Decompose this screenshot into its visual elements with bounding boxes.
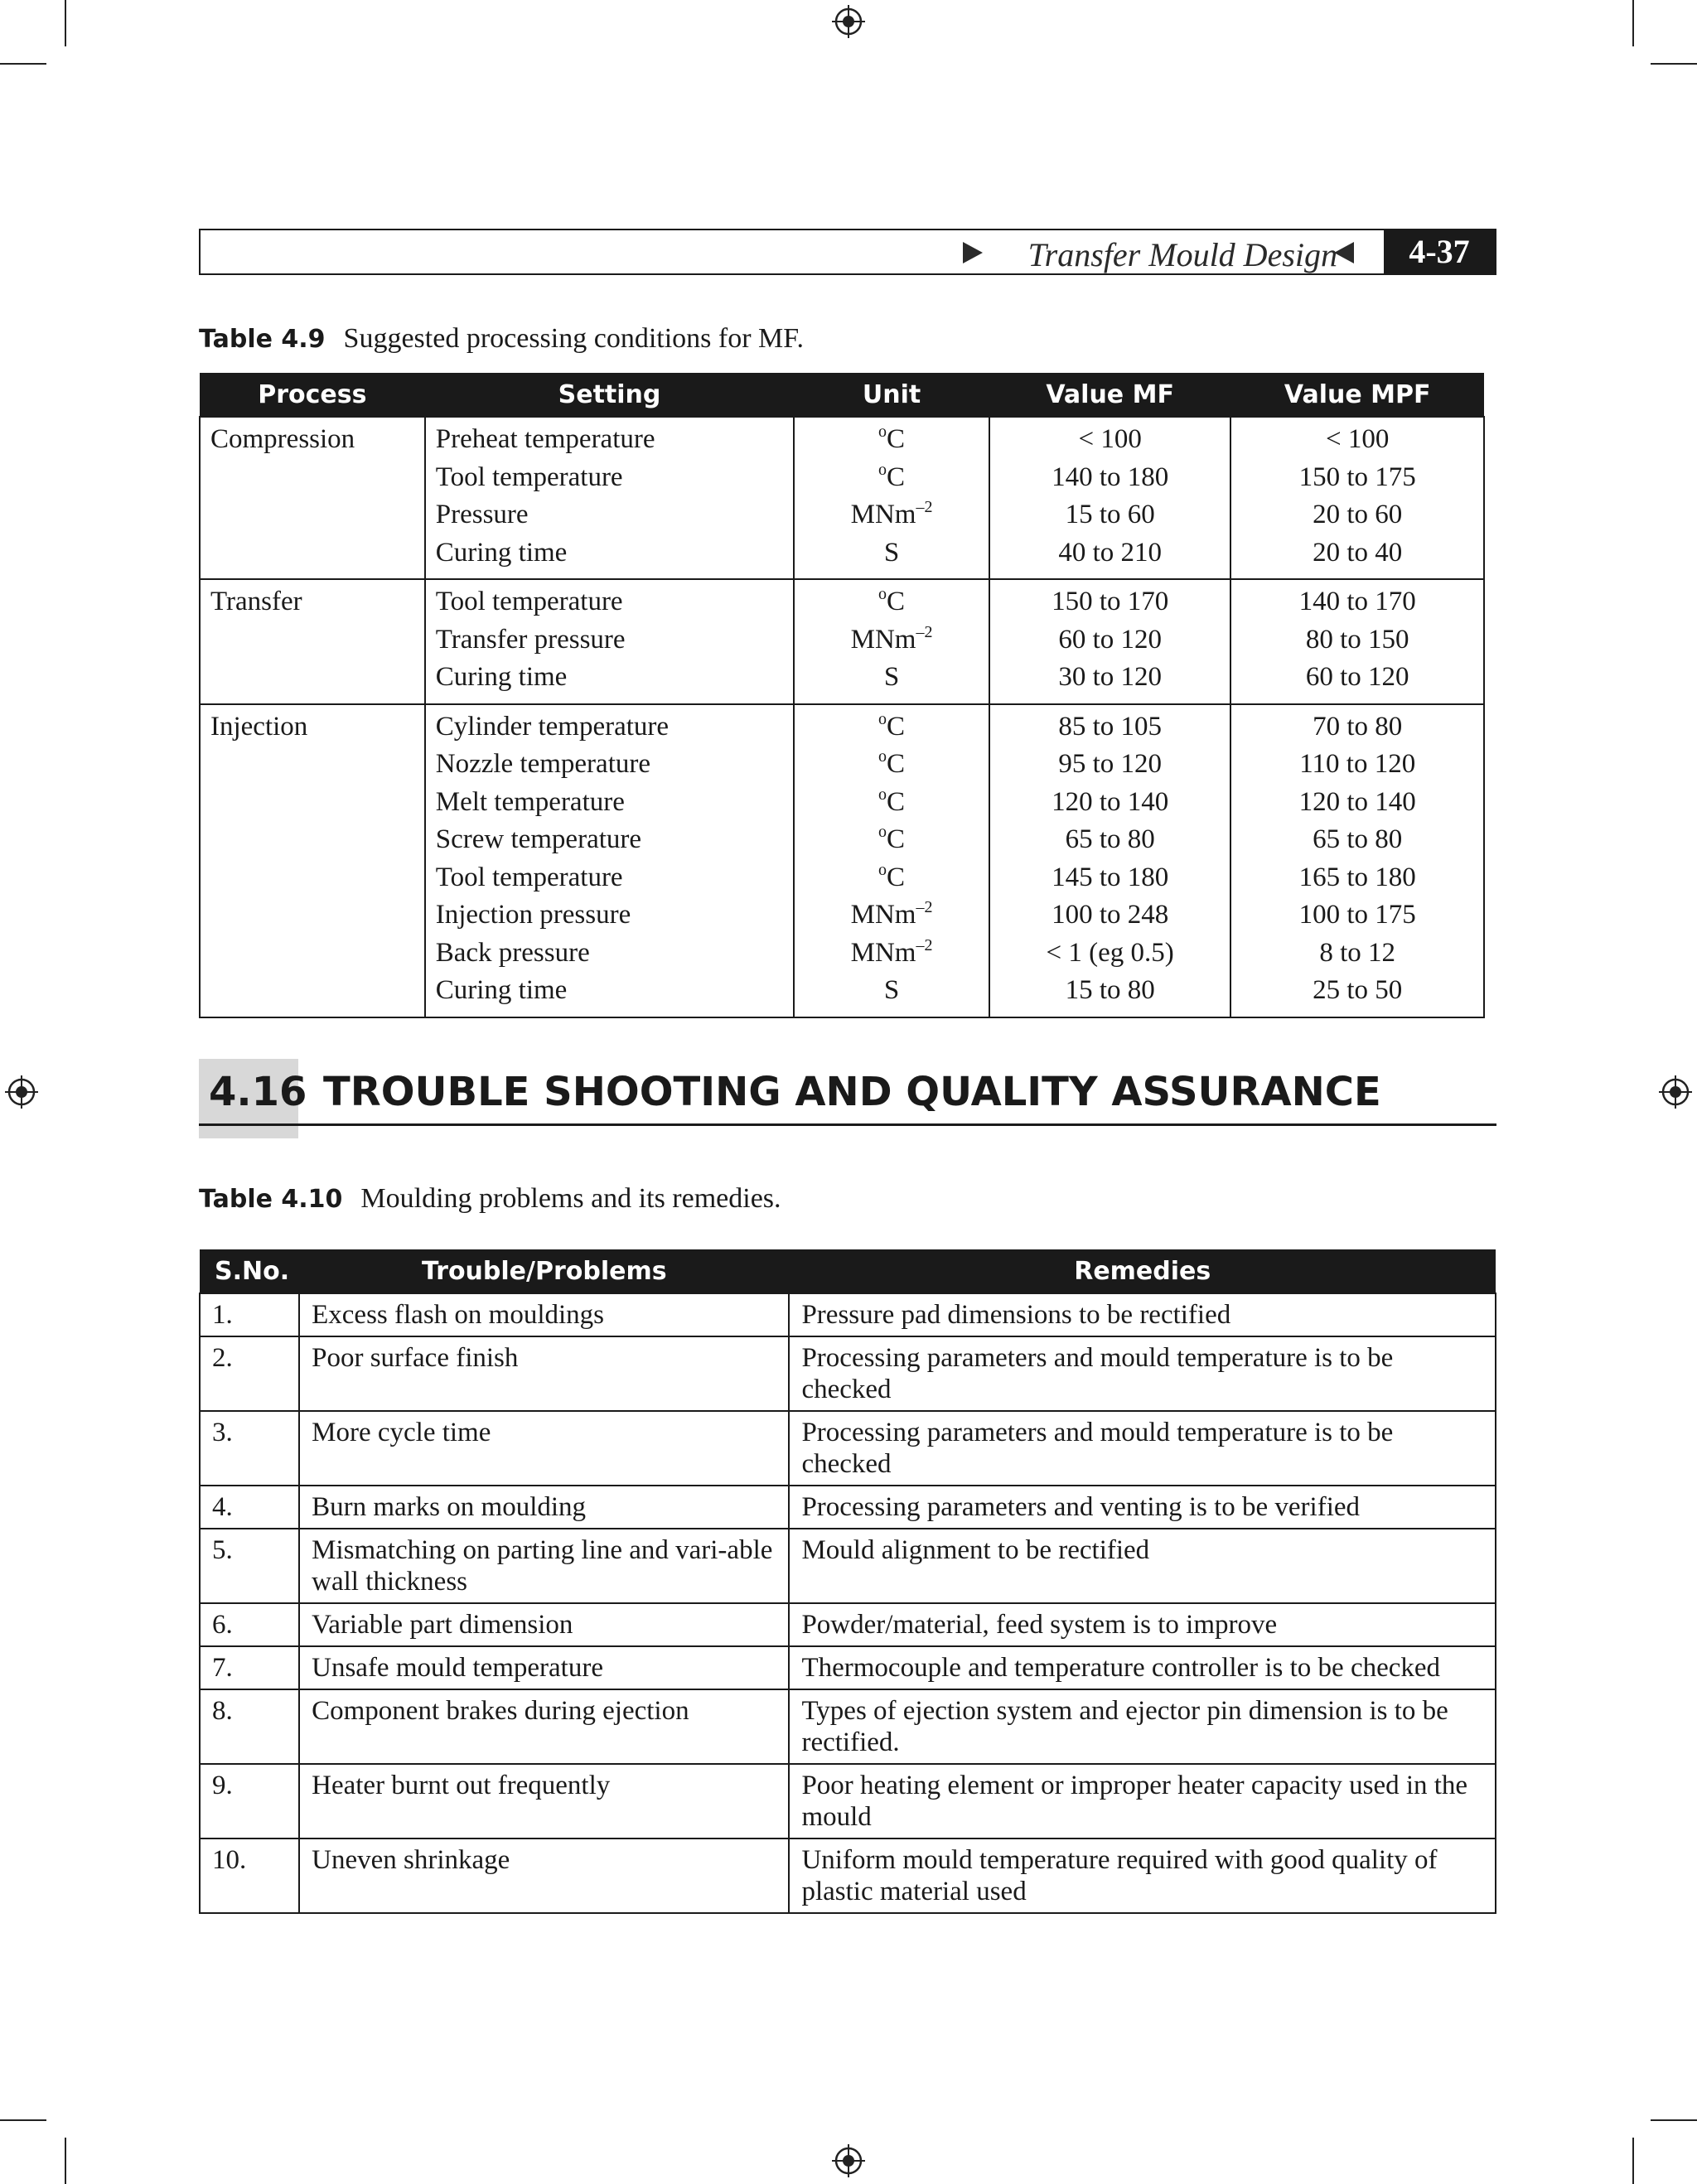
serial-number-cell: 10.: [200, 1839, 299, 1913]
cell-line: Injection pressure: [435, 900, 631, 930]
table-caption: [199, 1183, 781, 1215]
value-mf-cell: [989, 417, 1231, 579]
process-name: Compression: [210, 424, 355, 454]
unit-cell: [794, 417, 989, 579]
cell-line: Curing time: [435, 662, 568, 692]
problem-cell: Component brakes during ejection: [299, 1689, 789, 1764]
cell-line: 85 to 105: [1058, 711, 1162, 742]
cell-line: 40 to 210: [1058, 537, 1162, 568]
column-header: Value MF: [989, 373, 1231, 417]
remedy-cell: Mould alignment to be rectified: [789, 1529, 1496, 1603]
page-number: 4-37: [1384, 230, 1495, 273]
cell-line: $^o$C: [878, 823, 906, 854]
cell-line: 25 to 50: [1313, 975, 1403, 1005]
cell-line: 65 to 80: [1065, 824, 1155, 854]
value-mpf-cell: [1230, 704, 1484, 1017]
cell-line: S: [883, 537, 900, 568]
table-row: [200, 579, 1484, 704]
cell-line: 60 to 120: [1305, 662, 1409, 692]
crop-mark: [0, 2119, 46, 2121]
moulding-problems-table: [199, 1249, 1496, 1914]
crop-mark: [65, 2138, 66, 2184]
table-row: [200, 1839, 1496, 1913]
table-caption: [199, 323, 804, 355]
cell-line: Curing time: [435, 975, 568, 1005]
cell-line: S: [883, 975, 900, 1005]
table-row: [200, 1603, 1496, 1646]
cell-line: < 100: [1078, 424, 1142, 454]
triangle-right-icon: [963, 242, 983, 263]
cell-line: 120 to 140: [1052, 786, 1169, 817]
cell-line: MNm$^{-2}$: [850, 622, 933, 655]
cell-line: Transfer pressure: [435, 624, 626, 655]
cell-line: 120 to 140: [1298, 786, 1416, 817]
problem-cell: More cycle time: [299, 1411, 789, 1486]
cell-line: Screw temperature: [435, 824, 642, 854]
problem-cell: Uneven shrinkage: [299, 1839, 789, 1913]
cell-line: $^o$C: [878, 423, 906, 454]
section-number: 4.16: [209, 1069, 307, 1115]
remedy-cell: Thermocouple and temperature controller is to be checked: [789, 1646, 1496, 1689]
cell-line: 8 to 12: [1319, 937, 1396, 968]
cell-line: MNm$^{-2}$: [850, 498, 933, 529]
serial-number-cell: 3.: [200, 1411, 299, 1486]
serial-number-cell: 4.: [200, 1486, 299, 1529]
crop-mark: [1632, 2138, 1634, 2184]
registration-mark-icon: [832, 5, 865, 38]
unit-cell: [794, 704, 989, 1017]
process-cell: [200, 579, 425, 704]
table-row: [200, 1486, 1496, 1529]
setting-cell: [425, 579, 795, 704]
cell-line: 140 to 180: [1052, 461, 1169, 492]
serial-number-cell: 9.: [200, 1764, 299, 1839]
table-row: [200, 1336, 1496, 1411]
triangle-left-icon: [1334, 242, 1354, 263]
process-cell: [200, 417, 425, 579]
remedy-cell: Processing parameters and venting is to be verified: [789, 1486, 1496, 1529]
value-mf-cell: [989, 579, 1231, 704]
cell-line: Melt temperature: [435, 786, 625, 817]
setting-cell: [425, 704, 795, 1017]
remedy-cell: Pressure pad dimensions to be rectified: [789, 1293, 1496, 1336]
table-row: [200, 704, 1484, 1017]
cell-line: MNm$^{-2}$: [850, 935, 933, 968]
cell-line: < 100: [1326, 424, 1390, 454]
serial-number-cell: 2.: [200, 1336, 299, 1411]
cell-line: Tool temperature: [435, 461, 623, 492]
cell-line: MNm$^{-2}$: [850, 898, 933, 930]
cell-line: 110 to 120: [1299, 749, 1416, 779]
problem-cell: Poor surface finish: [299, 1336, 789, 1411]
table-row: [200, 1293, 1496, 1336]
crop-mark: [1651, 63, 1697, 65]
cell-line: $^o$C: [878, 585, 906, 616]
column-header: Setting: [425, 373, 795, 417]
table-row: [200, 1529, 1496, 1603]
cell-line: 95 to 120: [1058, 749, 1162, 779]
value-mpf-cell: [1230, 579, 1484, 704]
cell-line: $^o$C: [878, 709, 906, 742]
crop-mark: [65, 0, 66, 46]
remedy-cell: Powder/material, feed system is to improve: [789, 1603, 1496, 1646]
remedy-cell: Poor heating element or improper heater capacity used in the mould: [789, 1764, 1496, 1839]
problem-cell: Unsafe mould temperature: [299, 1646, 789, 1689]
registration-mark-icon: [832, 2144, 865, 2177]
cell-line: Curing time: [435, 537, 568, 568]
section-rule: [199, 1123, 1496, 1126]
cell-line: Tool temperature: [435, 587, 623, 616]
table-label: Table 4.9: [199, 325, 326, 354]
crop-mark: [1632, 0, 1634, 46]
column-header: Remedies: [789, 1249, 1496, 1293]
process-name: Transfer: [210, 587, 302, 616]
cell-line: < 1 (eg 0.5): [1046, 937, 1174, 968]
table-row: [200, 417, 1484, 579]
problem-cell: Excess flash on mouldings: [299, 1293, 789, 1336]
cell-line: Back pressure: [435, 937, 590, 968]
process-name: Injection: [210, 711, 308, 742]
serial-number-cell: 1.: [200, 1293, 299, 1336]
table-row: [200, 1411, 1496, 1486]
column-header: Unit: [794, 373, 989, 417]
serial-number-cell: 6.: [200, 1603, 299, 1646]
cell-line: 30 to 120: [1058, 662, 1162, 692]
table-header-row: [200, 373, 1484, 417]
problem-cell: Mismatching on parting line and vari-able wall thickness: [299, 1529, 789, 1603]
cell-line: $^o$C: [878, 785, 906, 817]
table-label: Table 4.10: [199, 1185, 343, 1214]
process-cell: [200, 704, 425, 1017]
unit-cell: [794, 579, 989, 704]
table-header-row: [200, 1249, 1496, 1293]
table-caption-text: Suggested processing conditions for MF.: [343, 323, 804, 354]
cell-line: Tool temperature: [435, 862, 623, 892]
cell-line: Preheat temperature: [435, 424, 655, 454]
table-caption-text: Moulding problems and its remedies.: [360, 1183, 781, 1214]
cell-line: S: [883, 662, 900, 692]
cell-line: Nozzle temperature: [435, 749, 650, 779]
cell-line: 20 to 40: [1313, 537, 1403, 568]
processing-conditions-table: [199, 373, 1485, 1018]
running-header-title: Transfer Mould Design: [1027, 236, 1337, 273]
table-row: [200, 1689, 1496, 1764]
column-header: Value MPF: [1230, 373, 1484, 417]
cell-line: 100 to 248: [1052, 900, 1169, 930]
serial-number-cell: 5.: [200, 1529, 299, 1603]
cell-line: $^o$C: [878, 860, 906, 892]
cell-line: $^o$C: [878, 460, 906, 492]
remedy-cell: Processing parameters and mould temperature is to be checked: [789, 1336, 1496, 1411]
setting-cell: [425, 417, 795, 579]
section-title: TROUBLE SHOOTING AND QUALITY ASSURANCE: [323, 1069, 1381, 1115]
cell-line: 15 to 80: [1065, 975, 1155, 1005]
remedy-cell: Uniform mould temperature required with good quality of plastic material used: [789, 1839, 1496, 1913]
remedy-cell: Processing parameters and mould temperature is to be checked: [789, 1411, 1496, 1486]
table-row: [200, 1764, 1496, 1839]
cell-line: 15 to 60: [1065, 500, 1155, 529]
cell-line: 60 to 120: [1058, 624, 1162, 655]
remedy-cell: Types of ejection system and ejector pin dimension is to be rectified.: [789, 1689, 1496, 1764]
cell-line: 150 to 170: [1052, 587, 1169, 616]
cell-line: 140 to 170: [1298, 587, 1416, 616]
serial-number-cell: 7.: [200, 1646, 299, 1689]
column-header: Process: [200, 373, 425, 417]
serial-number-cell: 8.: [200, 1689, 299, 1764]
registration-mark-icon: [5, 1075, 38, 1109]
problem-cell: Heater burnt out frequently: [299, 1764, 789, 1839]
cell-line: 65 to 80: [1313, 824, 1403, 854]
column-header: S.No.: [200, 1249, 299, 1293]
cell-line: $^o$C: [878, 747, 906, 779]
cell-line: 70 to 80: [1313, 711, 1403, 742]
cell-line: 145 to 180: [1052, 862, 1169, 892]
crop-mark: [1651, 2119, 1697, 2121]
registration-mark-icon: [1659, 1075, 1692, 1109]
cell-line: 165 to 180: [1298, 862, 1416, 892]
cell-line: Pressure: [435, 500, 529, 529]
running-header: [199, 229, 1496, 275]
cell-line: 20 to 60: [1313, 500, 1403, 529]
problem-cell: Burn marks on moulding: [299, 1486, 789, 1529]
cell-line: 100 to 175: [1298, 900, 1416, 930]
table-row: [200, 1646, 1496, 1689]
cell-line: Cylinder temperature: [435, 711, 670, 742]
cell-line: 80 to 150: [1305, 624, 1409, 655]
value-mf-cell: [989, 704, 1231, 1017]
column-header: Trouble/Problems: [299, 1249, 789, 1293]
value-mpf-cell: [1230, 417, 1484, 579]
crop-mark: [0, 63, 46, 65]
cell-line: 150 to 175: [1298, 461, 1416, 492]
problem-cell: Variable part dimension: [299, 1603, 789, 1646]
